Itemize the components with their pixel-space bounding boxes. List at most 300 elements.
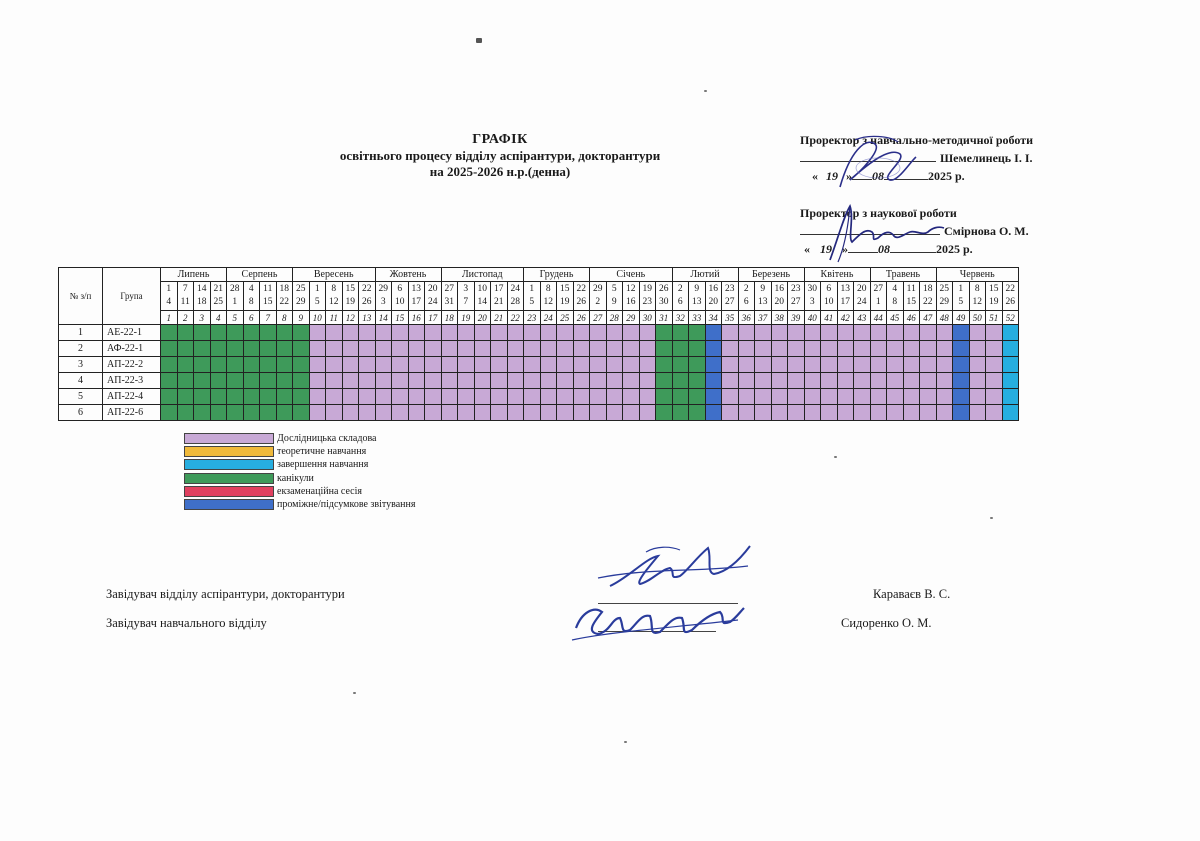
week-end-day: 25	[213, 297, 223, 307]
schedule-cell-research	[903, 357, 920, 373]
schedule-cell-research	[870, 357, 887, 373]
week-number-cell: 31	[656, 311, 673, 325]
schedule-cell-research	[738, 405, 755, 421]
schedule-cell-research	[755, 325, 772, 341]
schedule-cell-vacation	[243, 373, 260, 389]
schedule-cell-research	[524, 325, 541, 341]
week-start-day: 29	[378, 284, 388, 294]
legend-item-vacation	[184, 472, 415, 485]
schedule-cell-research	[326, 405, 343, 421]
schedule-cell-research	[491, 341, 508, 357]
week-number-cell: 18	[441, 311, 458, 325]
week-dates-cell	[524, 282, 541, 311]
schedule-cell-vacation	[276, 405, 293, 421]
week-number-cell: 7	[260, 311, 277, 325]
schedule-cell-research	[639, 373, 656, 389]
week-end-day: 21	[494, 297, 504, 307]
week-end-day: 14	[477, 297, 487, 307]
schedule-cell-research	[606, 373, 623, 389]
schedule-cell-research	[507, 325, 524, 341]
schedule-title-block	[300, 132, 700, 180]
schedule-cell-research	[590, 357, 607, 373]
week-dates-cell	[837, 282, 854, 311]
week-start-day: 16	[708, 284, 718, 294]
schedule-cell-research	[788, 373, 805, 389]
schedule-cell-research	[788, 357, 805, 373]
week-start-day: 3	[463, 284, 469, 294]
schedule-cell-research	[540, 325, 557, 341]
week-end-day: 19	[345, 297, 355, 307]
schedule-cell-vacation	[260, 405, 277, 421]
schedule-cell-vacation	[689, 389, 706, 405]
schedule-cell-vacation	[177, 373, 194, 389]
week-dates-cell	[441, 282, 458, 311]
week-dates-cell	[623, 282, 640, 311]
schedule-cell-research	[870, 405, 887, 421]
schedule-cell-research	[755, 373, 772, 389]
month-header: Жовтень	[375, 268, 441, 282]
schedule-cell-research	[474, 389, 491, 405]
week-end-day: 5	[529, 297, 535, 307]
schedule-cell-research	[557, 373, 574, 389]
week-number-cell: 14	[375, 311, 392, 325]
week-number-cell: 21	[491, 311, 508, 325]
week-dates-cell	[276, 282, 293, 311]
schedule-cell-research	[557, 325, 574, 341]
schedule-cell-research	[920, 389, 937, 405]
week-number-cell: 41	[821, 311, 838, 325]
week-dates-row	[59, 282, 1019, 311]
week-number-cell: 12	[342, 311, 359, 325]
approval-2-date-month: 08	[878, 242, 890, 256]
schedule-cell-research	[524, 357, 541, 373]
week-end-day: 20	[774, 297, 784, 307]
week-dates-cell	[557, 282, 574, 311]
approval-2-name: Смірнова О. М.	[944, 224, 1029, 238]
schedule-cell-research	[507, 341, 524, 357]
week-start-day: 29	[593, 284, 603, 294]
schedule-cell-research	[408, 373, 425, 389]
schedule-cell-research	[359, 357, 376, 373]
approval-2-signature-line	[800, 222, 940, 235]
week-end-day: 15	[906, 297, 916, 307]
week-start-day: 8	[974, 284, 980, 294]
schedule-cell-vacation	[161, 373, 178, 389]
schedule-cell-research	[590, 341, 607, 357]
schedule-cell-research	[804, 357, 821, 373]
schedule-cell-vacation	[656, 389, 673, 405]
schedule-table	[58, 267, 1019, 421]
week-start-day: 16	[774, 284, 784, 294]
schedule-cell-research	[870, 341, 887, 357]
schedule-cell-research	[755, 405, 772, 421]
schedule-cell-research	[854, 325, 871, 341]
schedule-cell-vacation	[689, 405, 706, 421]
schedule-cell-research	[326, 373, 343, 389]
schedule-cell-research	[837, 325, 854, 341]
week-end-day: 26	[362, 297, 372, 307]
row-number: 4	[59, 373, 103, 389]
schedule-cell-research	[986, 357, 1003, 373]
week-number-cell: 49	[953, 311, 970, 325]
footer-signature-line-1	[598, 603, 738, 604]
schedule-cell-research	[903, 405, 920, 421]
schedule-cell-vacation	[656, 373, 673, 389]
schedule-cell-research	[606, 389, 623, 405]
week-end-day: 10	[395, 297, 405, 307]
week-dates-cell	[969, 282, 986, 311]
week-start-day: 5	[611, 284, 617, 294]
week-number-cell: 47	[920, 311, 937, 325]
week-end-day: 5	[314, 297, 320, 307]
schedule-cell-research	[788, 341, 805, 357]
week-end-day: 10	[824, 297, 834, 307]
week-start-day: 1	[314, 284, 320, 294]
schedule-cell-research	[771, 357, 788, 373]
week-dates-cell	[161, 282, 178, 311]
schedule-cell-vacation	[656, 405, 673, 421]
schedule-cell-research	[903, 341, 920, 357]
schedule-cell-reporting	[705, 325, 722, 341]
schedule-cell-vacation	[672, 357, 689, 373]
month-header: Березень	[738, 268, 804, 282]
schedule-cell-research	[623, 325, 640, 341]
schedule-cell-reporting	[953, 325, 970, 341]
schedule-cell-vacation	[243, 389, 260, 405]
schedule-cell-research	[359, 325, 376, 341]
schedule-cell-research	[441, 389, 458, 405]
schedule-cell-research	[326, 341, 343, 357]
week-end-day: 22	[279, 297, 289, 307]
month-header: Листопад	[441, 268, 524, 282]
week-start-day: 9	[694, 284, 700, 294]
schedule-cell-vacation	[227, 357, 244, 373]
schedule-cell-research	[392, 389, 409, 405]
schedule-cell-vacation	[177, 341, 194, 357]
week-end-day: 17	[840, 297, 850, 307]
schedule-cell-research	[392, 341, 409, 357]
week-start-day: 22	[1005, 284, 1015, 294]
schedule-cell-research	[441, 325, 458, 341]
week-number-cell: 35	[722, 311, 739, 325]
week-dates-cell	[392, 282, 409, 311]
schedule-cell-research	[821, 357, 838, 373]
week-start-day: 17	[494, 284, 504, 294]
week-dates-cell	[722, 282, 739, 311]
approval-1-position: Проректор з навчально-методичної роботи	[800, 133, 1034, 147]
week-end-day: 20	[708, 297, 718, 307]
schedule-cell-vacation	[243, 325, 260, 341]
week-number-cell: 38	[771, 311, 788, 325]
schedule-cell-completion	[1002, 325, 1019, 341]
schedule-cell-completion	[1002, 357, 1019, 373]
schedule-cell-vacation	[656, 341, 673, 357]
schedule-cell-research	[375, 325, 392, 341]
schedule-cell-research	[887, 389, 904, 405]
schedule-cell-reporting	[705, 405, 722, 421]
col-group-header: Група	[103, 268, 161, 325]
week-number-cell: 15	[392, 311, 409, 325]
schedule-cell-research	[804, 389, 821, 405]
schedule-cell-research	[920, 357, 937, 373]
schedule-cell-research	[425, 389, 442, 405]
schedule-cell-vacation	[293, 373, 310, 389]
schedule-cell-vacation	[689, 373, 706, 389]
schedule-cell-research	[359, 389, 376, 405]
schedule-cell-research	[474, 341, 491, 357]
schedule-cell-research	[458, 405, 475, 421]
schedule-cell-research	[771, 341, 788, 357]
week-dates-cell	[771, 282, 788, 311]
legend-swatch	[184, 446, 274, 457]
week-dates-cell	[755, 282, 772, 311]
week-start-day: 6	[397, 284, 403, 294]
schedule-cell-research	[936, 325, 953, 341]
schedule-cell-vacation	[293, 325, 310, 341]
schedule-cell-research	[887, 341, 904, 357]
schedule-cell-research	[375, 405, 392, 421]
footer-head1-position: Завідувач відділу аспірантури, докторантури	[106, 587, 345, 601]
week-end-day: 8	[248, 297, 254, 307]
legend-label: проміжне/підсумкове звітування	[277, 499, 416, 511]
schedule-cell-research	[507, 357, 524, 373]
legend-item-research	[184, 432, 415, 445]
schedule-cell-reporting	[953, 389, 970, 405]
week-dates-cell	[194, 282, 211, 311]
schedule-cell-research	[540, 405, 557, 421]
week-dates-cell	[458, 282, 475, 311]
schedule-cell-vacation	[293, 405, 310, 421]
week-end-day: 7	[463, 297, 469, 307]
schedule-cell-research	[359, 373, 376, 389]
week-number-cell: 17	[425, 311, 442, 325]
schedule-cell-research	[342, 373, 359, 389]
approval-2-position: Проректор з наукової роботи	[800, 206, 957, 220]
schedule-cell-vacation	[177, 325, 194, 341]
week-start-day: 27	[873, 284, 883, 294]
schedule-cell-research	[639, 357, 656, 373]
week-dates-cell	[1002, 282, 1019, 311]
week-number-cell: 30	[639, 311, 656, 325]
schedule-cell-research	[969, 325, 986, 341]
schedule-cell-research	[854, 357, 871, 373]
week-dates-cell	[953, 282, 970, 311]
schedule-cell-research	[920, 325, 937, 341]
title-line-3: на 2025-2026 н.р.(денна)	[429, 164, 571, 179]
week-number-cell: 26	[573, 311, 590, 325]
schedule-cell-research	[969, 341, 986, 357]
week-number-cell: 2	[177, 311, 194, 325]
schedule-cell-completion	[1002, 389, 1019, 405]
schedule-cell-vacation	[656, 357, 673, 373]
week-number-cell: 43	[854, 311, 871, 325]
week-number-cell: 39	[788, 311, 805, 325]
week-start-day: 10	[477, 284, 487, 294]
title-line-2: освітнього процесу відділу аспірантури, докторантури	[339, 148, 661, 163]
schedule-cell-research	[623, 405, 640, 421]
schedule-cell-research	[722, 325, 739, 341]
schedule-cell-research	[540, 341, 557, 357]
schedule-cell-research	[722, 373, 739, 389]
approval-block-1	[800, 132, 1100, 185]
schedule-cell-vacation	[293, 389, 310, 405]
schedule-cell-research	[606, 405, 623, 421]
schedule-cell-research	[920, 341, 937, 357]
legend-swatch	[184, 499, 274, 510]
table-row	[59, 341, 1019, 357]
schedule-cell-research	[738, 341, 755, 357]
month-header: Грудень	[524, 268, 590, 282]
week-end-day: 6	[743, 297, 749, 307]
row-group: АП-22-6	[103, 405, 161, 421]
week-dates-cell	[342, 282, 359, 311]
week-dates-cell	[260, 282, 277, 311]
schedule-cell-research	[936, 389, 953, 405]
week-start-day: 23	[791, 284, 801, 294]
schedule-cell-vacation	[656, 325, 673, 341]
legend-label: завершення навчання	[277, 459, 369, 471]
schedule-cell-research	[540, 357, 557, 373]
week-number-cell: 25	[557, 311, 574, 325]
week-end-day: 24	[857, 297, 867, 307]
schedule-cell-research	[342, 357, 359, 373]
schedule-cell-research	[590, 405, 607, 421]
schedule-cell-vacation	[210, 357, 227, 373]
legend-label: теоретичне навчання	[277, 446, 367, 458]
schedule-cell-research	[392, 357, 409, 373]
approval-1-date-month: 08	[872, 169, 884, 183]
week-start-day: 6	[826, 284, 832, 294]
week-dates-cell	[293, 282, 310, 311]
week-start-day: 7	[182, 284, 188, 294]
approval-1-date-day: 19	[826, 169, 838, 183]
week-start-day: 13	[411, 284, 421, 294]
week-end-day: 13	[692, 297, 702, 307]
table-row	[59, 405, 1019, 421]
schedule-cell-vacation	[210, 389, 227, 405]
schedule-cell-research	[557, 357, 574, 373]
schedule-cell-research	[986, 373, 1003, 389]
schedule-cell-research	[837, 405, 854, 421]
schedule-cell-research	[738, 373, 755, 389]
schedule-cell-research	[425, 341, 442, 357]
week-dates-cell	[326, 282, 343, 311]
schedule-cell-research	[903, 373, 920, 389]
schedule-cell-research	[474, 357, 491, 373]
schedule-cell-research	[837, 389, 854, 405]
schedule-cell-reporting	[953, 405, 970, 421]
schedule-cell-research	[590, 373, 607, 389]
schedule-cell-vacation	[177, 357, 194, 373]
schedule-cell-research	[936, 357, 953, 373]
schedule-cell-research	[722, 389, 739, 405]
week-dates-cell	[243, 282, 260, 311]
week-start-day: 26	[659, 284, 669, 294]
week-number-cell: 8	[276, 311, 293, 325]
week-end-day: 19	[989, 297, 999, 307]
schedule-cell-research	[590, 389, 607, 405]
week-start-day: 15	[560, 284, 570, 294]
week-number-cell: 32	[672, 311, 689, 325]
schedule-cell-research	[408, 341, 425, 357]
schedule-cell-vacation	[161, 405, 178, 421]
week-number-cell: 4	[210, 311, 227, 325]
schedule-cell-research	[392, 373, 409, 389]
table-row	[59, 389, 1019, 405]
week-dates-cell	[870, 282, 887, 311]
week-dates-cell	[375, 282, 392, 311]
week-dates-cell	[936, 282, 953, 311]
schedule-cell-research	[573, 389, 590, 405]
week-end-day: 29	[939, 297, 949, 307]
schedule-cell-vacation	[672, 389, 689, 405]
week-dates-cell	[903, 282, 920, 311]
schedule-cell-research	[887, 357, 904, 373]
schedule-cell-completion	[1002, 341, 1019, 357]
schedule-cell-research	[326, 389, 343, 405]
week-number-cell: 33	[689, 311, 706, 325]
schedule-cell-research	[837, 373, 854, 389]
schedule-cell-research	[458, 325, 475, 341]
week-end-day: 16	[626, 297, 636, 307]
schedule-cell-research	[524, 405, 541, 421]
schedule-cell-vacation	[227, 389, 244, 405]
week-end-day: 6	[677, 297, 683, 307]
week-dates-cell	[689, 282, 706, 311]
week-start-day: 20	[428, 284, 438, 294]
scan-speck	[704, 90, 707, 92]
schedule-cell-research	[986, 405, 1003, 421]
schedule-cell-research	[507, 373, 524, 389]
schedule-cell-vacation	[227, 325, 244, 341]
schedule-cell-vacation	[177, 389, 194, 405]
schedule-cell-research	[986, 341, 1003, 357]
schedule-cell-research	[821, 325, 838, 341]
schedule-cell-research	[771, 325, 788, 341]
schedule-cell-research	[458, 341, 475, 357]
week-start-day: 11	[263, 284, 273, 294]
week-number-cell: 45	[887, 311, 904, 325]
schedule-cell-research	[326, 357, 343, 373]
schedule-cell-research	[969, 373, 986, 389]
schedule-cell-research	[903, 325, 920, 341]
schedule-cell-research	[755, 357, 772, 373]
week-end-day: 23	[642, 297, 652, 307]
schedule-cell-vacation	[194, 389, 211, 405]
schedule-cell-vacation	[210, 341, 227, 357]
schedule-cell-research	[458, 357, 475, 373]
week-end-day: 27	[791, 297, 801, 307]
week-end-day: 9	[611, 297, 617, 307]
schedule-cell-vacation	[276, 341, 293, 357]
schedule-cell-research	[375, 373, 392, 389]
schedule-cell-research	[804, 373, 821, 389]
week-end-day: 13	[758, 297, 768, 307]
schedule-cell-research	[722, 341, 739, 357]
schedule-cell-research	[309, 389, 326, 405]
week-number-cell: 36	[738, 311, 755, 325]
schedule-cell-vacation	[161, 341, 178, 357]
week-start-day: 8	[331, 284, 337, 294]
schedule-cell-research	[458, 389, 475, 405]
week-number-cell: 9	[293, 311, 310, 325]
legend-swatch	[184, 459, 274, 470]
row-group: АП-22-3	[103, 373, 161, 389]
row-number: 6	[59, 405, 103, 421]
schedule-cell-vacation	[227, 373, 244, 389]
week-end-day: 11	[180, 297, 190, 307]
schedule-cell-vacation	[194, 373, 211, 389]
